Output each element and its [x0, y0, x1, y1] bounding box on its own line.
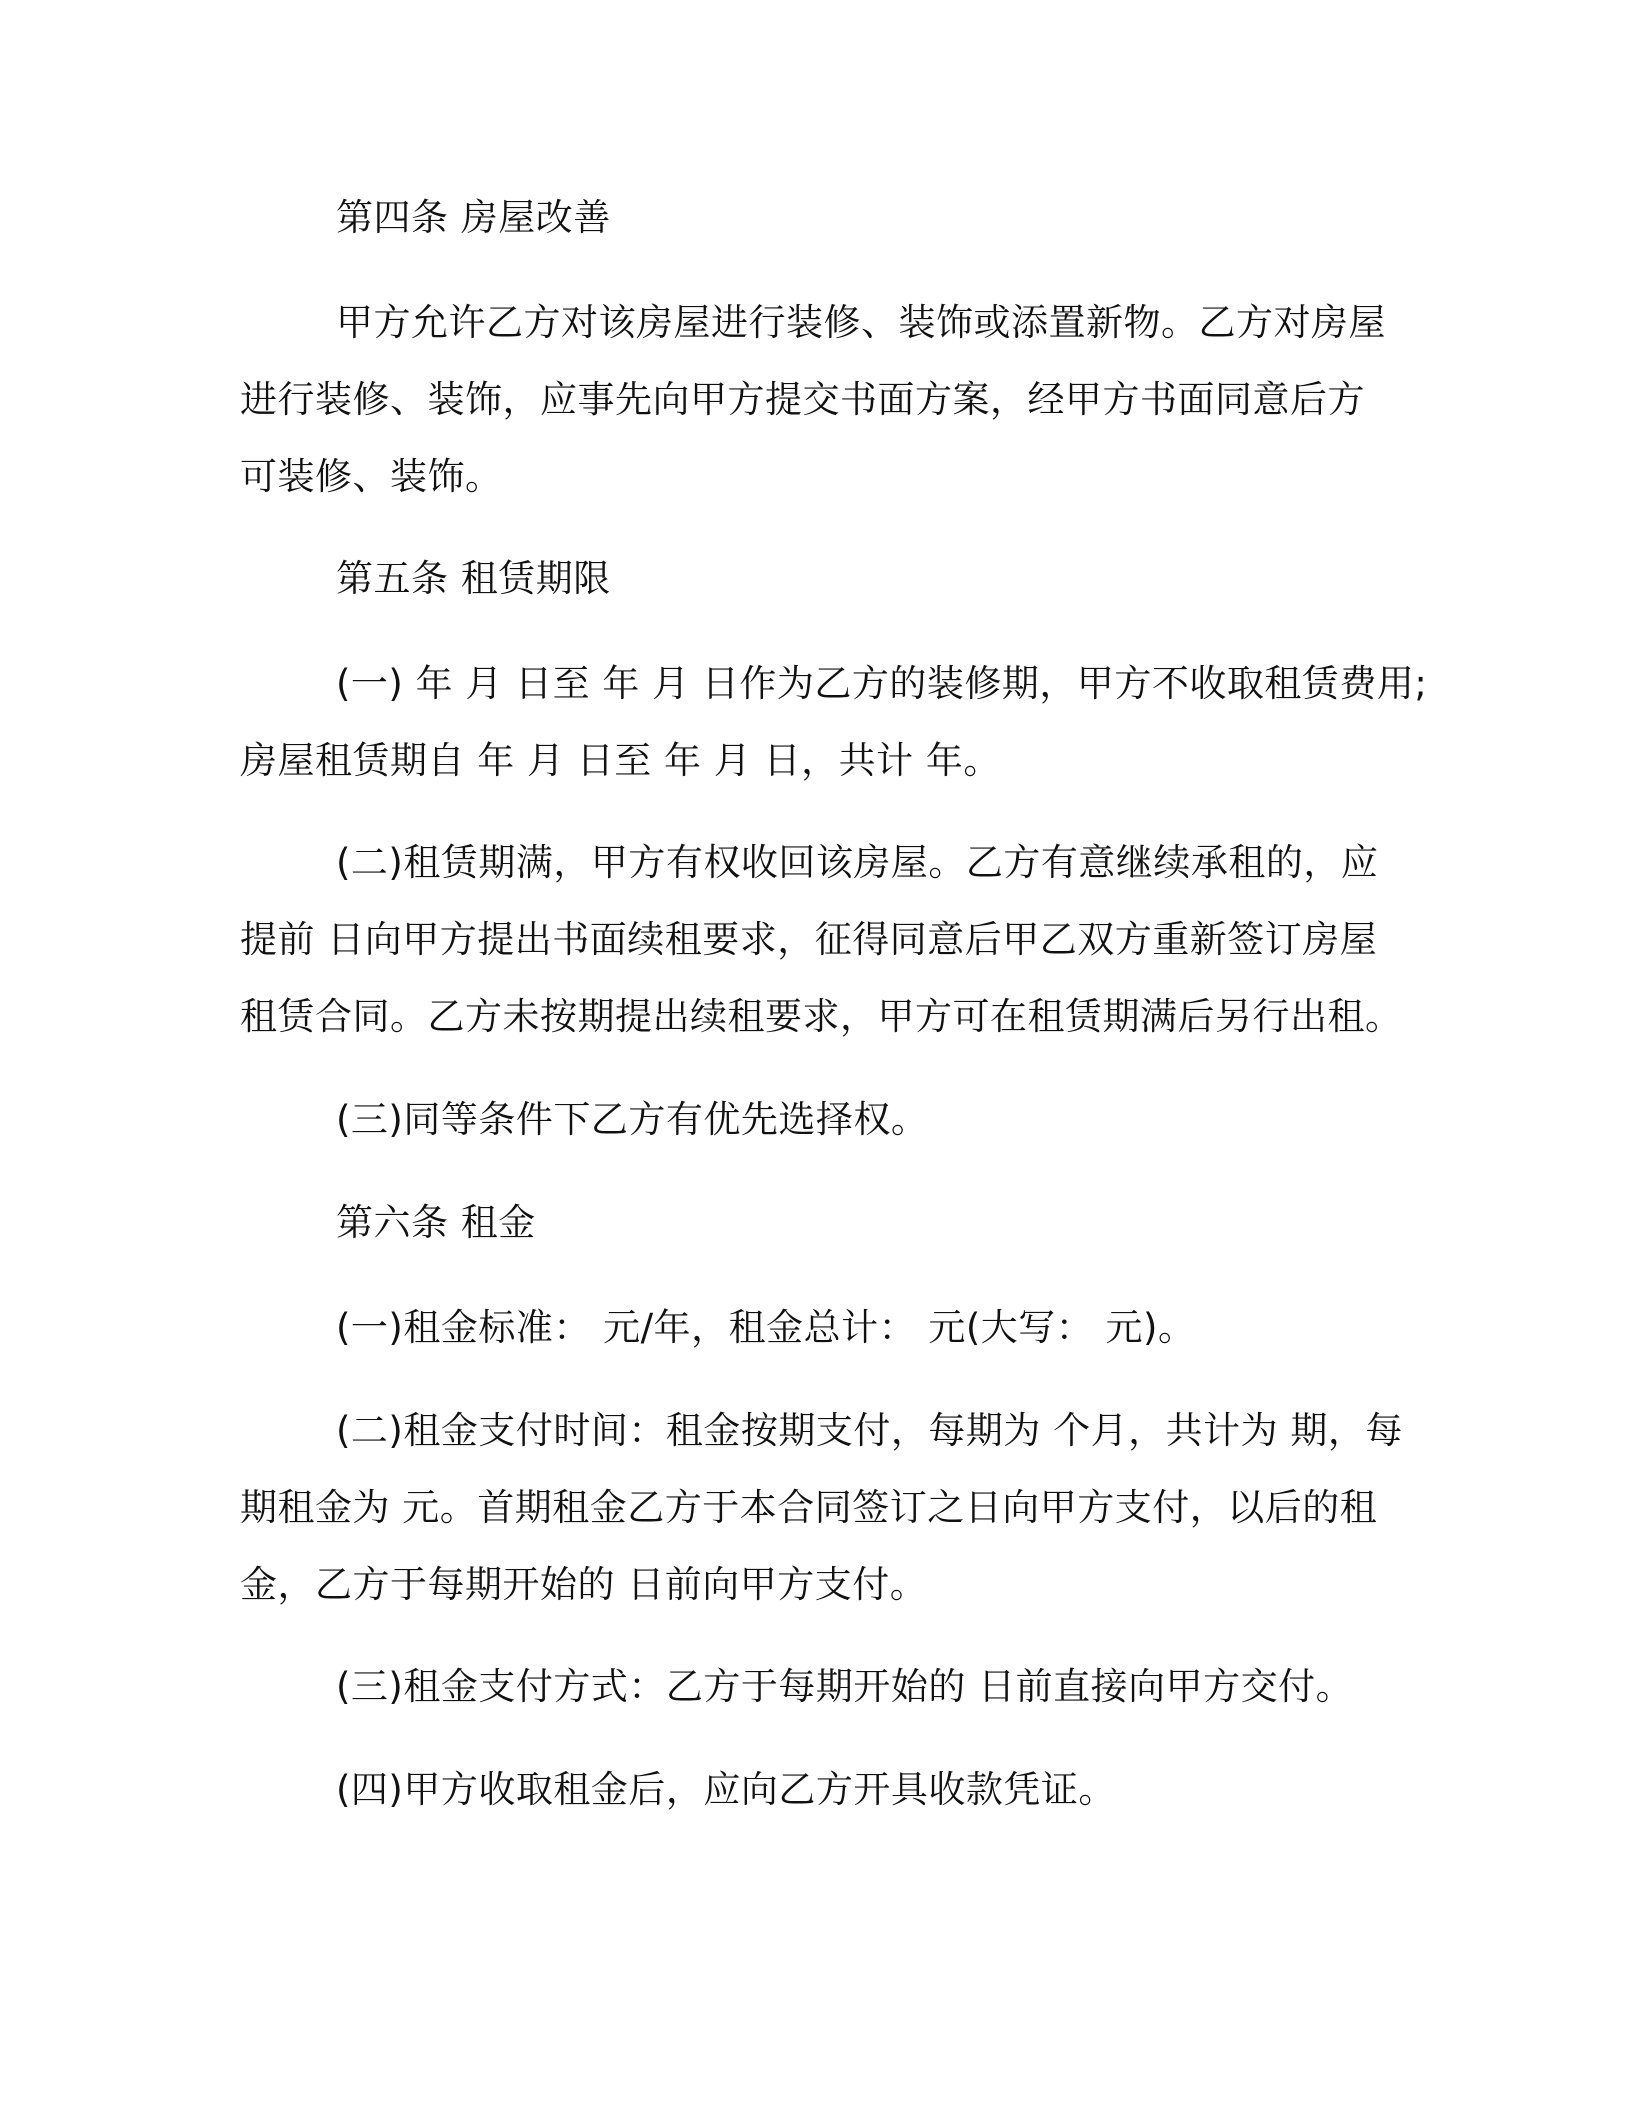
- text-line: (三)同等条件下乙方有优先选择权。: [336, 1098, 929, 1141]
- text-line: (二)租赁期满，甲方有权收回该房屋。乙方有意继续承租的，应: [336, 841, 1379, 884]
- text-line: 房屋租赁期自 年 月 日至 年 月 日，共计 年。: [240, 739, 1001, 782]
- text-line: 第六条 租金: [336, 1201, 536, 1244]
- text-line: 进行装修、装饰，应事先向甲方提交书面方案，经甲方书面同意后方: [240, 378, 1365, 421]
- article-6-heading: [240, 1184, 1400, 1261]
- text-line: 期租金为 元。首期租金乙方于本合同签订之日向甲方支付，以后的租: [240, 1486, 1378, 1529]
- text-line: (一) 年 月 日至 年 月 日作为乙方的装修期，甲方不收取租赁费用;: [336, 662, 1428, 705]
- article-4-heading: [240, 179, 1400, 256]
- article-6-clause-2: [240, 1392, 1403, 1623]
- article-5-clause-1: [240, 645, 1428, 799]
- text-line: 第五条 租赁期限: [336, 557, 611, 600]
- text-line: (二)租金支付时间：租金按期支付，每期为 个月，共计为 期，每: [336, 1409, 1403, 1452]
- text-line: 可装修、装饰。: [240, 455, 503, 498]
- article-6-clause-4: [240, 1751, 1400, 1828]
- text-line: 甲方允许乙方对该房屋进行装修、装饰或添置新物。乙方对房屋: [336, 301, 1386, 344]
- text-line: 提前 日向甲方提出书面续租要求，征得同意后甲乙双方重新签订房屋: [240, 918, 1378, 961]
- text-line: 租赁合同。乙方未按期提出续租要求，甲方可在租赁期满后另行出租。: [240, 995, 1403, 1038]
- text-line: (三)租金支付方式：乙方于每期开始的 日前直接向甲方交付。: [336, 1665, 1354, 1708]
- text-line: (四)甲方收取租金后，应向乙方开具收款凭证。: [336, 1768, 1116, 1811]
- article-6-clause-3: [240, 1648, 1400, 1725]
- article-5-heading: [240, 540, 1400, 617]
- text-line: 第四条 房屋改善: [336, 196, 611, 239]
- text-line: 金，乙方于每期开始的 日前向甲方支付。: [240, 1563, 928, 1606]
- article-5-clause-2: [240, 824, 1403, 1055]
- text-line: (一)租金标准： 元/年，租金总计： 元(大写： 元)。: [336, 1306, 1196, 1349]
- article-5-clause-3: [240, 1081, 1400, 1158]
- article-6-clause-1: [240, 1289, 1400, 1366]
- article-4-paragraph: [240, 284, 1400, 515]
